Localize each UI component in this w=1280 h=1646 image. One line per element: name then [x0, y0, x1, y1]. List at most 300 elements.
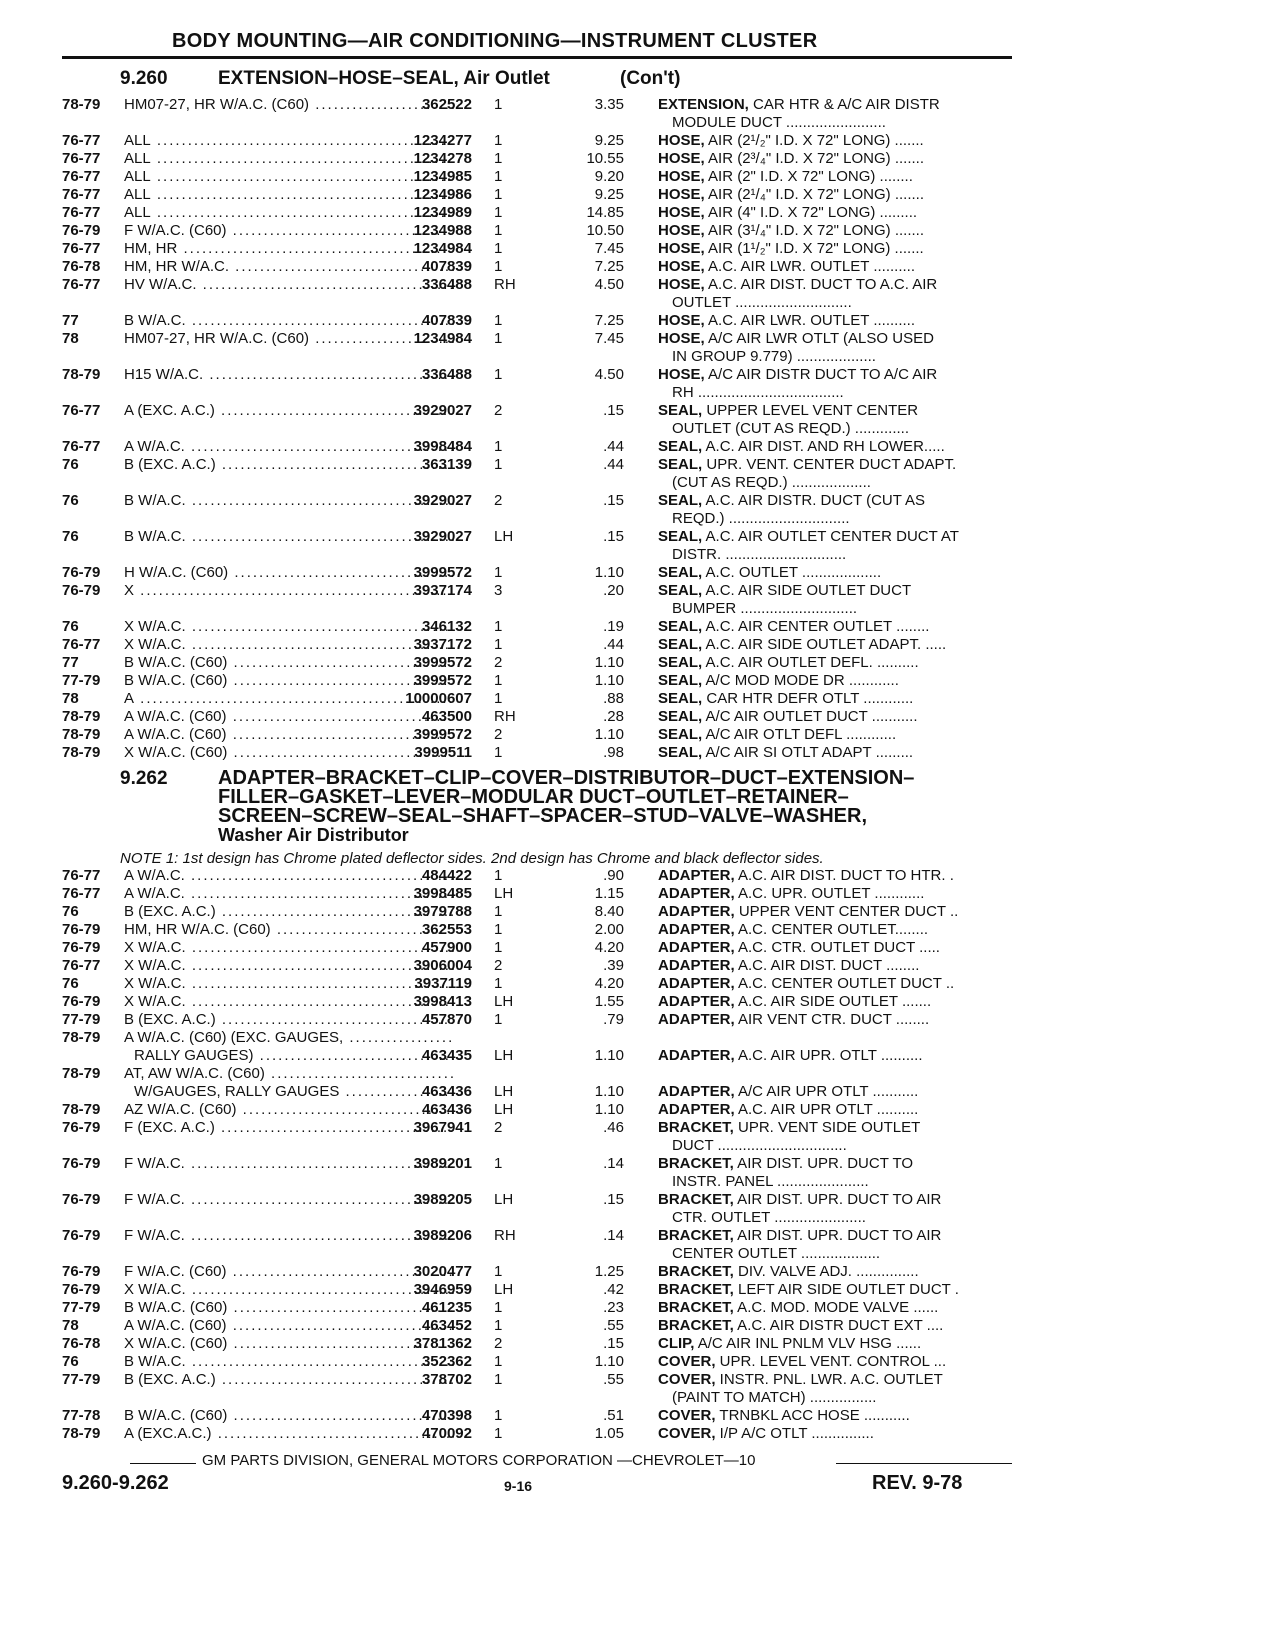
part-name: HOSE, [658, 132, 705, 149]
price: .15 [603, 1335, 624, 1352]
part-row [62, 1299, 1012, 1317]
part-name: SEAL, [658, 456, 703, 473]
part-number: 457900 [421, 939, 472, 956]
part-number: 352362 [421, 1353, 472, 1370]
part-name: ADAPTER, [658, 957, 735, 974]
description-cont-text: OUTLET ............................ [672, 294, 852, 311]
model-years: 76-77 [62, 402, 101, 419]
part-row [62, 993, 1012, 1011]
model-years: 76 [62, 1353, 79, 1370]
model-code: H15 W/A.C. ..... [124, 366, 454, 384]
model-code: B W/A.C. ..... [124, 528, 454, 546]
quantity: RH [494, 708, 516, 725]
quantity: RH [494, 276, 516, 293]
model-years: 76-79 [62, 993, 101, 1010]
quantity: LH [494, 528, 514, 545]
model-years: 76 [62, 492, 79, 509]
model-years: 76-77 [62, 276, 101, 293]
model-code: B W/A.C. (C60) ..... [124, 654, 454, 672]
model-years: 78-79 [62, 1101, 101, 1118]
price: 4.20 [594, 975, 624, 992]
part-name: BRACKET, [658, 1317, 734, 1334]
part-name: SEAL, [658, 438, 703, 455]
model-years: 76-79 [62, 1227, 101, 1244]
part-detail: A/C AIR OUTLET DUCT ........... [702, 708, 918, 725]
model-code: B (EXC. A.C.) ..... [124, 456, 454, 474]
part-row [62, 1011, 1012, 1029]
model-code: B (EXC. A.C.) ..... [124, 903, 454, 921]
part-name: HOSE, [658, 366, 705, 383]
price: 1.10 [594, 654, 624, 671]
model-code: B (EXC. A.C.) ..... [124, 1371, 454, 1389]
model-years: 76-77 [62, 132, 101, 149]
part-number: 363139 [421, 456, 472, 473]
part-name: HOSE, [658, 258, 705, 275]
part-detail: UPR. VENT SIDE OUTLET [733, 1119, 921, 1136]
price: .28 [603, 708, 624, 725]
model-years: 76-79 [62, 564, 101, 581]
quantity: 1 [494, 150, 503, 167]
part-number: 1234278 [413, 150, 472, 167]
quantity: 3 [494, 582, 503, 599]
quantity: RH [494, 1227, 516, 1244]
price: 1.25 [594, 1263, 624, 1280]
part-detail: A.C. MOD. MODE VALVE ...... [733, 1299, 939, 1316]
part-description [658, 636, 1012, 654]
part-number: 407839 [421, 312, 472, 329]
price: .15 [603, 1191, 624, 1208]
model-code: B W/A.C. (C60) ..... [124, 1299, 454, 1317]
part-row [62, 96, 1012, 114]
part-name: SEAL, [658, 618, 703, 635]
model-years: 76-77 [62, 240, 101, 257]
model-code: H W/A.C. (C60) ..... [124, 564, 454, 582]
price: .19 [603, 618, 624, 635]
quantity: 1 [494, 258, 503, 275]
description-continuation [62, 600, 1012, 618]
part-description [658, 975, 1012, 993]
description-continuation [62, 1245, 1012, 1263]
price: 1.10 [594, 1353, 624, 1370]
part-number: 336488 [421, 366, 472, 383]
price: .15 [603, 402, 624, 419]
description-cont-text: CENTER OUTLET ................... [672, 1245, 881, 1262]
part-name: ADAPTER, [658, 921, 735, 938]
part-row [62, 312, 1012, 330]
footer-section-range: 9.260-9.262 [62, 1472, 169, 1494]
part-description [658, 1317, 1012, 1335]
model-code: HM, HR ..... [124, 240, 454, 258]
model-code: HM, HR W/A.C. ..... [124, 258, 454, 276]
part-description [658, 690, 1012, 708]
part-number: 3781362 [413, 1335, 472, 1352]
model-code: X ..... [124, 582, 454, 600]
quantity: 1 [494, 456, 503, 473]
quantity: 1 [494, 438, 503, 455]
part-detail: A.C. AIR LWR. OUTLET .......... [704, 258, 916, 275]
quantity: 1 [494, 903, 503, 920]
model-code: F W/A.C. (C60) ..... [124, 1263, 454, 1281]
quantity: 2 [494, 402, 503, 419]
part-detail: A.C. AIR DIST. DUCT ........ [734, 957, 920, 974]
description-continuation [62, 114, 1012, 132]
description-continuation [62, 1173, 1012, 1191]
footer-page-number: 9-16 [504, 1478, 533, 1494]
model-years: 76-77 [62, 438, 101, 455]
quantity: 1 [494, 867, 503, 884]
model-code: X W/A.C. ..... [124, 1281, 454, 1299]
price: 2.00 [594, 921, 624, 938]
model-code: A W/A.C. (C60) ..... [124, 708, 454, 726]
description-cont-text: OUTLET (CUT AS REQD.) ............. [672, 420, 909, 437]
part-row [62, 1425, 1012, 1443]
description-cont-text: MODULE DUCT ........................ [672, 114, 886, 131]
model-code: B (EXC. A.C.) ..... [124, 1011, 454, 1029]
part-name: ADAPTER, [658, 1101, 735, 1118]
price: .23 [603, 1299, 624, 1316]
part-name: SEAL, [658, 528, 703, 545]
price: .51 [603, 1407, 624, 1424]
model-years: 78-79 [62, 96, 101, 113]
model-years: 76-79 [62, 582, 101, 599]
part-number: 362553 [421, 921, 472, 938]
model-years: 76-77 [62, 186, 101, 203]
quantity: 1 [494, 1317, 503, 1334]
model-years: 78-79 [62, 1029, 101, 1046]
part-description [658, 564, 1012, 582]
quantity: 2 [494, 726, 503, 743]
part-row [62, 1335, 1012, 1353]
quantity: 1 [494, 1407, 503, 1424]
part-detail: A.C. AIR LWR. OUTLET .......... [704, 312, 916, 329]
model-years: 76-78 [62, 1335, 101, 1352]
part-number: 3929027 [413, 492, 472, 509]
description-cont-text: CTR. OUTLET ...................... [672, 1209, 866, 1226]
model-years: 76-79 [62, 1263, 101, 1280]
part-row [62, 492, 1012, 510]
model-code: F W/A.C. ..... [124, 1191, 454, 1209]
part-row [62, 1227, 1012, 1245]
description-continuation [62, 510, 1012, 528]
quantity: 1 [494, 939, 503, 956]
part-name: BRACKET, [658, 1227, 734, 1244]
quantity: 2 [494, 492, 503, 509]
quantity: LH [494, 1083, 514, 1100]
model-years: 78 [62, 690, 79, 707]
part-row [62, 366, 1012, 384]
quantity: 1 [494, 186, 503, 203]
part-row [62, 438, 1012, 456]
part-name: HOSE, [658, 186, 705, 203]
part-name: COVER, [658, 1371, 716, 1388]
part-description [658, 330, 1012, 348]
quantity: 1 [494, 921, 503, 938]
part-description [658, 204, 1012, 222]
part-row [62, 1317, 1012, 1335]
model-code: X W/A.C. ..... [124, 957, 454, 975]
part-row [62, 222, 1012, 240]
part-detail: A.C. AIR SIDE OUTLET ADAPT. ..... [702, 636, 947, 653]
model-years: 76 [62, 456, 79, 473]
price: 9.25 [594, 186, 624, 203]
price: .98 [603, 744, 624, 761]
footer-org: GM PARTS DIVISION, GENERAL MOTORS CORPORATION —CHEVROLET—10 [202, 1452, 756, 1469]
part-number: 3937174 [413, 582, 472, 599]
part-description [658, 582, 1012, 600]
part-description [658, 618, 1012, 636]
quantity: 1 [494, 1263, 503, 1280]
section2-title-line2: FILLER–GASKET–LEVER–MODULAR DUCT–OUTLET–RETAINER– [218, 786, 849, 808]
part-description [658, 1191, 1012, 1209]
part-detail: DIV. VALVE ADJ. ............... [733, 1263, 919, 1280]
part-number: 3937119 [414, 975, 472, 992]
part-detail: INSTR. PNL. LWR. A.C. OUTLET [715, 1371, 943, 1388]
part-name: SEAL, [658, 492, 703, 509]
part-detail: A.C. AIR DISTR DUCT EXT .... [733, 1317, 944, 1334]
description-continuation [62, 294, 1012, 312]
part-row [62, 885, 1012, 903]
part-number: 3989206 [413, 1227, 472, 1244]
quantity: 1 [494, 1299, 503, 1316]
section2-title-line1: ADAPTER–BRACKET–CLIP–COVER–DISTRIBUTOR–DUCT–EXTENSION– [218, 767, 915, 789]
model-years: 77-78 [62, 1407, 101, 1424]
part-description [658, 1335, 1012, 1353]
model-years: 76 [62, 528, 79, 545]
model-code-cont: RALLY GAUGES) ..... [134, 1047, 464, 1065]
quantity: 1 [494, 1155, 503, 1172]
part-number: 3999572 [413, 726, 472, 743]
part-description [658, 1101, 1012, 1119]
model-code: B W/A.C. ..... [124, 312, 454, 330]
model-code: X W/A.C. ..... [124, 939, 454, 957]
model-years: 78-79 [62, 366, 101, 383]
part-description [658, 96, 1012, 114]
model-code: B W/A.C. ..... [124, 1353, 454, 1371]
part-detail: A.C. AIR UPR. OTLT .......... [734, 1047, 923, 1064]
part-description [658, 744, 1012, 762]
model-code: X W/A.C. (C60) ..... [124, 744, 454, 762]
model-years: 76-77 [62, 204, 101, 221]
description-cont-text: BUMPER ............................ [672, 600, 858, 617]
model-years: 76-79 [62, 939, 101, 956]
part-detail: CAR HTR DEFR OTLT ............ [702, 690, 914, 707]
part-number: 3998413 [413, 993, 472, 1010]
price: 7.25 [594, 258, 624, 275]
section1-number: 9.260 [120, 68, 168, 89]
model-code: F W/A.C. (C60) ..... [124, 222, 454, 240]
part-detail: AIR DIST. UPR. DUCT TO AIR [733, 1227, 942, 1244]
part-row [62, 186, 1012, 204]
description-cont-text: RH ................................... [672, 384, 844, 401]
footer-rule-right [836, 1463, 1012, 1464]
part-number: 1234984 [413, 330, 472, 347]
quantity: 1 [494, 744, 503, 761]
part-description [658, 528, 1012, 546]
part-name: SEAL, [658, 744, 703, 761]
section1-title: EXTENSION–HOSE–SEAL, Air Outlet [218, 68, 550, 89]
description-continuation [62, 1137, 1012, 1155]
part-number: 3929027 [413, 528, 472, 545]
model-years: 76-77 [62, 867, 101, 884]
price: 7.25 [594, 312, 624, 329]
model-code: F (EXC. A.C.) ..... [124, 1119, 454, 1137]
part-number: 1234988 [413, 222, 472, 239]
part-name: COVER, [658, 1407, 716, 1424]
part-row [62, 1065, 1012, 1083]
price: .55 [603, 1317, 624, 1334]
part-row [62, 240, 1012, 258]
part-description [658, 939, 1012, 957]
part-detail: A.C. AIR SIDE OUTLET ....... [734, 993, 932, 1010]
price: .44 [603, 636, 624, 653]
part-detail: AIR (4" I.D. X 72" LONG) ......... [704, 204, 918, 221]
part-name: CLIP, [658, 1335, 695, 1352]
part-row [62, 1191, 1012, 1209]
part-detail: A.C. OUTLET ................... [702, 564, 882, 581]
part-number: 3998485 [413, 885, 472, 902]
quantity: 2 [494, 1335, 503, 1352]
part-name: ADAPTER, [658, 885, 735, 902]
price: .90 [603, 867, 624, 884]
part-description [658, 1281, 1012, 1299]
model-code: X W/A.C. ..... [124, 975, 454, 993]
part-name: BRACKET, [658, 1281, 734, 1298]
description-cont-text: (PAINT TO MATCH) ................ [672, 1389, 877, 1406]
quantity: 1 [494, 564, 503, 581]
part-detail: I/P A/C OTLT ............... [715, 1425, 874, 1442]
part-row [62, 939, 1012, 957]
part-number: 1234986 [413, 186, 472, 203]
part-name: SEAL, [658, 564, 703, 581]
section2-note: NOTE 1: 1st design has Chrome plated deflector sides. 2nd design has Chrome and black deflector sides. [120, 850, 824, 867]
part-detail: A/C AIR LWR OTLT (ALSO USED [704, 330, 934, 347]
part-name: HOSE, [658, 222, 705, 239]
part-row [62, 528, 1012, 546]
part-detail: A.C. AIR UPR OTLT .......... [734, 1101, 919, 1118]
part-row [62, 1407, 1012, 1425]
part-row [62, 582, 1012, 600]
part-name: EXTENSION, [658, 96, 749, 113]
quantity: 1 [494, 366, 503, 383]
part-row [62, 744, 1012, 762]
quantity: 1 [494, 312, 503, 329]
part-name: BRACKET, [658, 1191, 734, 1208]
part-number: 463436 [421, 1083, 472, 1100]
price: 9.20 [594, 168, 624, 185]
price: 7.45 [594, 330, 624, 347]
part-description [658, 1353, 1012, 1371]
model-code: A (EXC. A.C.) ..... [124, 402, 454, 420]
price: .15 [603, 528, 624, 545]
model-code: A W/A.C. (C60) ..... [124, 1317, 454, 1335]
model-years: 77 [62, 654, 79, 671]
model-years: 78-79 [62, 744, 101, 761]
quantity: 1 [494, 240, 503, 257]
price: 9.25 [594, 132, 624, 149]
part-name: BRACKET, [658, 1119, 734, 1136]
model-code: B W/A.C. (C60) ..... [124, 1407, 454, 1425]
price: 1.10 [594, 564, 624, 581]
part-detail: A.C. UPR. OUTLET ............ [734, 885, 925, 902]
part-name: SEAL, [658, 636, 703, 653]
description-continuation [62, 546, 1012, 564]
price: .44 [603, 456, 624, 473]
part-number: 3999511 [414, 744, 472, 761]
price: 4.50 [594, 366, 624, 383]
part-row [62, 867, 1012, 885]
model-years: 76-77 [62, 885, 101, 902]
price: 4.50 [594, 276, 624, 293]
part-row [62, 654, 1012, 672]
price: .44 [603, 438, 624, 455]
model-years: 76-77 [62, 150, 101, 167]
part-description [658, 1083, 1012, 1101]
part-description [658, 150, 1012, 168]
price: 1.10 [594, 1083, 624, 1100]
model-code: X W/A.C. ..... [124, 636, 454, 654]
part-number: 3999572 [413, 564, 472, 581]
part-detail: A.C. AIR DIST. AND RH LOWER..... [702, 438, 945, 455]
part-name: SEAL, [658, 402, 703, 419]
part-detail: A.C. AIR OUTLET CENTER DUCT AT [702, 528, 959, 545]
part-number: 3979788 [413, 903, 472, 920]
description-continuation [62, 420, 1012, 438]
part-number: 463435 [421, 1047, 472, 1064]
part-detail: UPPER LEVEL VENT CENTER [702, 402, 919, 419]
description-cont-text: INSTR. PANEL ...................... [672, 1173, 869, 1190]
model-code: HM07-27, HR W/A.C. (C60) ..... [124, 330, 454, 348]
price: .79 [603, 1011, 624, 1028]
part-number: 461235 [421, 1299, 472, 1316]
model-years: 78 [62, 1317, 79, 1334]
model-code: AZ W/A.C. (C60) ..... [124, 1101, 454, 1119]
model-years: 76 [62, 975, 79, 992]
model-years: 78-79 [62, 1065, 101, 1082]
model-code: B W/A.C. ..... [124, 492, 454, 510]
part-number: 3020477 [413, 1263, 472, 1280]
model-years: 76 [62, 618, 79, 635]
price: .20 [603, 582, 624, 599]
part-row [62, 921, 1012, 939]
model-code: HV W/A.C. ..... [124, 276, 454, 294]
part-description [658, 885, 1012, 903]
part-description [658, 1263, 1012, 1281]
part-detail: UPR. LEVEL VENT. CONTROL ... [715, 1353, 947, 1370]
part-description [658, 672, 1012, 690]
model-years: 78-79 [62, 726, 101, 743]
part-description [658, 708, 1012, 726]
part-number: 346132 [421, 618, 472, 635]
quantity: 1 [494, 1011, 503, 1028]
part-description [658, 132, 1012, 150]
model-code: X W/A.C. (C60) ..... [124, 1335, 454, 1353]
part-name: HOSE, [658, 330, 705, 347]
part-name: HOSE, [658, 312, 705, 329]
model-code: A ..... [124, 690, 454, 708]
part-detail: AIR (1¹/₂" I.D. X 72" LONG) ....... [704, 240, 924, 257]
model-code: F W/A.C. ..... [124, 1155, 454, 1173]
part-name: ADAPTER, [658, 993, 735, 1010]
quantity: 1 [494, 204, 503, 221]
part-detail: AIR (2" I.D. X 72" LONG) ........ [704, 168, 913, 185]
part-name: ADAPTER, [658, 867, 735, 884]
part-number: 378702 [421, 1371, 472, 1388]
model-code: F W/A.C. ..... [124, 1227, 454, 1245]
part-description [658, 438, 1012, 456]
quantity: 1 [494, 168, 503, 185]
part-row [62, 132, 1012, 150]
part-name: HOSE, [658, 276, 705, 293]
